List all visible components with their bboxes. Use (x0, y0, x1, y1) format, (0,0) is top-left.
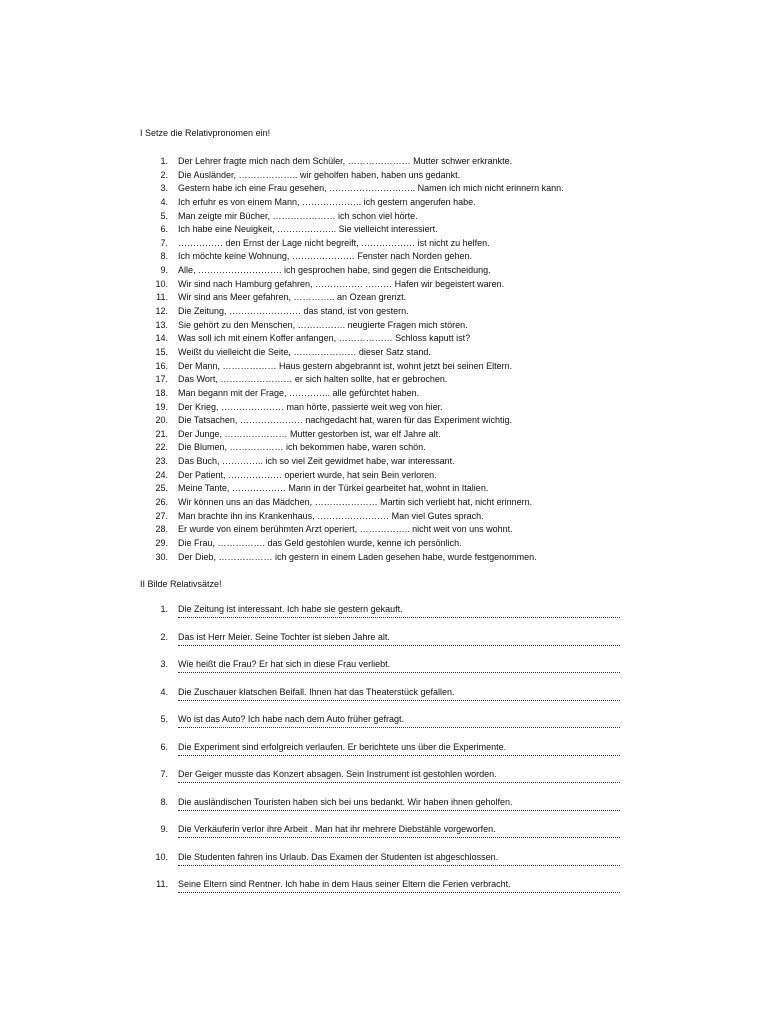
item-number: 20. (155, 415, 168, 426)
list-item (140, 346, 564, 360)
list-item (140, 441, 564, 455)
item-number: 29. (155, 537, 168, 548)
list-item (140, 455, 564, 469)
list-item (140, 537, 564, 551)
item-text: Er wurde von einem berühmten Arzt operiert, …………….. nicht weit von uns wohnt. (178, 524, 513, 535)
item-number: 8. (160, 796, 168, 807)
item-text: Der Krieg, ………………… man hörte, passierte weit weg von hier. (178, 401, 443, 412)
answer-line (178, 755, 620, 756)
item-number: 4. (160, 196, 168, 207)
item-text: Wie heißt die Frau? Er hat sich in diese Frau verliebt. (178, 659, 391, 669)
item-number: 9. (160, 265, 168, 276)
exercise-two-list (140, 603, 513, 906)
item-text: Die Zuschauer klatschen Beifall. Ihnen hat das Theaterstück gefallen. (178, 686, 455, 697)
item-text: Wir sind nach Hamburg gefahren, ……………. ……… Hafen wir begeistert waren. (178, 278, 505, 289)
item-text: Man begann mit der Frage, ………….. alle gefürchtet haben. (178, 387, 420, 398)
item-text: Der Geiger musste das Konzert absagen. Sein Instrument ist gestohlen worden. (178, 769, 497, 779)
item-number: 18. (155, 387, 168, 398)
list-item (140, 210, 564, 224)
list-item (140, 768, 513, 796)
list-item (140, 237, 564, 251)
item-text: Das ist Herr Meier. Seine Tochter ist sieben Jahre alt. (178, 631, 390, 642)
item-number: 27. (155, 510, 168, 521)
item-text: Alle, ………………………. ich gesprochen habe, sind gegen die Entscheidung. (178, 265, 491, 276)
item-text: Der Lehrer fragte mich nach dem Schüler, ………………… Mutter schwer erkrankte. (178, 156, 513, 166)
list-item (140, 291, 564, 305)
list-item (140, 414, 564, 428)
item-text: Ich habe eine Neuigkeit, ……………….. Sie vielleicht interessiert. (178, 224, 438, 235)
item-text: Die ausländischen Touristen haben sich bei uns bedankt. Wir haben ihnen geholfen. (178, 796, 513, 807)
item-number: 17. (155, 374, 168, 385)
item-text: Meine Tante, ……………… Mann in der Türkei gearbeitet hat, wohnt in Italien. (178, 483, 489, 494)
list-item (140, 305, 564, 319)
list-item (140, 631, 513, 659)
item-number: 2. (160, 631, 168, 642)
item-number: 6. (160, 224, 168, 235)
list-item (140, 250, 564, 264)
item-number: 12. (155, 306, 168, 317)
item-text: Weißt du vielleicht die Seite, ………………… dieser Satz stand. (178, 346, 431, 357)
item-text: Die Studenten fahren ins Urlaub. Das Examen der Studenten ist abgeschlossen. (178, 851, 499, 862)
list-item (140, 264, 564, 278)
list-item (140, 278, 564, 292)
list-item (140, 658, 513, 686)
item-number: 3. (160, 659, 168, 669)
item-text: Die Tatsachen, ………………… nachgedacht hat, waren für das Experiment wichtig. (178, 415, 512, 426)
item-text: Der Mann, ……………… Haus gestern abgebrannt ist, wohnt jetzt bei seinen Eltern. (178, 360, 513, 371)
answer-line (178, 810, 620, 811)
list-item (140, 182, 564, 196)
list-item (140, 878, 513, 906)
item-number: 30. (155, 551, 168, 562)
list-item (140, 851, 513, 879)
item-text: Ich erfuhr es von einem Mann, ……………….. ich gestern angerufen habe. (178, 196, 476, 207)
item-text: Was soll ich mit einem Koffer anfangen, ……………… Schloss kaputt ist? (178, 333, 471, 344)
list-item (140, 196, 564, 210)
item-number: 21. (155, 428, 168, 439)
item-text: Gestern habe ich eine Frau gesehen, ……………………….. Namen ich mich nicht erinnern kann. (178, 183, 564, 194)
item-text: Die Zeitung ist interessant. Ich habe sie gestern gekauft. (178, 604, 403, 614)
item-number: 11. (156, 292, 168, 303)
item-number: 16. (155, 360, 168, 371)
item-text: Wir können uns an das Mädchen, ………………… Martin sich verliebt hat, nicht erinnern. (178, 497, 533, 508)
answer-line (178, 700, 620, 701)
list-item (140, 155, 564, 169)
item-text: Die Verkäuferin verlor ihre Arbeit . Man hat ihr mehrere Diebstähle vorgeworfen. (178, 824, 496, 834)
list-item (140, 428, 564, 442)
item-number: 24. (155, 469, 168, 480)
item-number: 14. (155, 333, 168, 344)
item-text: Der Patient, ……………… operiert wurde, hat sein Bein verloren. (178, 469, 437, 480)
item-text: Die Blumen, ……………… ich bekommen habe, waren schön. (178, 442, 426, 453)
answer-line (178, 892, 620, 893)
item-number: 26. (155, 497, 168, 508)
answer-line (178, 617, 620, 618)
list-item (140, 741, 513, 769)
item-text: Die Frau, ……………. das Geld gestohlen wurde, kenne ich persönlich. (178, 537, 462, 548)
answer-line (178, 727, 620, 728)
answer-line (178, 865, 620, 866)
list-item (140, 482, 564, 496)
item-number: 10. (155, 851, 168, 862)
answer-line (178, 645, 620, 646)
list-item (140, 169, 564, 183)
item-text: Die Ausländer, ……………….. wir geholfen haben, haben uns gedankt. (178, 169, 461, 180)
item-text: Seine Eltern sind Rentner. Ich habe in dem Haus seiner Eltern die Ferien verbracht. (178, 879, 511, 889)
list-item (140, 373, 564, 387)
item-text: Ich möchte keine Wohnung, ………………… Fenster nach Norden gehen. (178, 251, 472, 262)
item-number: 6. (160, 741, 168, 752)
exercise-one-list (140, 155, 564, 564)
item-number: 1. (160, 604, 168, 614)
item-text: Das Wort, …………………… er sich halten sollte, hat er gebrochen. (178, 374, 448, 385)
item-number: 1. (160, 156, 168, 166)
item-text: Wo ist das Auto? Ich habe nach dem Auto früher gefragt. (178, 714, 404, 724)
item-number: 9. (160, 824, 168, 834)
list-item (140, 223, 564, 237)
item-number: 19. (155, 401, 168, 412)
item-number: 22. (155, 442, 168, 453)
item-number: 15. (155, 346, 168, 357)
item-text: Das Buch, ………….. ich so viel Zeit gewidmet habe, war interessant. (178, 456, 455, 467)
item-text: Man brachte ihn ins Krankenhaus, …………………… Man viel Gutes sprach. (178, 510, 484, 521)
list-item (140, 360, 564, 374)
item-number: 25. (155, 483, 168, 494)
answer-line (178, 782, 620, 783)
item-number: 7. (160, 237, 168, 248)
item-number: 2. (160, 169, 168, 180)
list-item (140, 401, 564, 415)
list-item (140, 523, 564, 537)
item-number: 5. (160, 210, 168, 221)
item-text: Die Experiment sind erfolgreich verlaufen. Er berichtete uns über die Experimente. (178, 741, 507, 752)
item-number: 13. (155, 319, 168, 330)
list-item (140, 713, 513, 741)
answer-line (178, 837, 620, 838)
list-item (140, 332, 564, 346)
list-item (140, 319, 564, 333)
item-number: 11. (156, 879, 168, 889)
section-two-heading: II Bilde Relativsätze! (140, 579, 222, 589)
list-item (140, 469, 564, 483)
item-text: Man zeigte mir Bücher, ………………… ich schon viel hörte. (178, 210, 418, 221)
list-item (140, 387, 564, 401)
item-number: 4. (160, 686, 168, 697)
list-item (140, 686, 513, 714)
item-number: 23. (155, 456, 168, 467)
item-text: Sie gehört zu den Menschen, ……………. neugierte Fragen mich stören. (178, 319, 468, 330)
section-one-heading: I Setze die Relativpronomen ein! (140, 128, 271, 138)
item-text: Wir sind ans Meer gefahren, ………….. an Ozean grenzt. (178, 292, 407, 303)
item-text: Der Dieb, ……………… ich gestern in einem Laden gesehen habe, wurde festgenommen. (178, 551, 537, 562)
item-number: 5. (160, 714, 168, 724)
item-text: …………… den Ernst der Lage nicht begreift, ……………… ist nicht zu helfen. (178, 237, 490, 248)
item-number: 28. (155, 524, 168, 535)
answer-line (178, 672, 620, 673)
item-text: Die Zeitung, …………………… das stand, ist von gestern. (178, 306, 409, 317)
item-text: Der Junge, ………………… Mutter gestorben ist, war elf Jahre alt. (178, 428, 441, 439)
item-number: 8. (160, 251, 168, 262)
list-item (140, 496, 564, 510)
list-item (140, 823, 513, 851)
list-item (140, 603, 513, 631)
list-item (140, 796, 513, 824)
item-number: 3. (160, 183, 168, 194)
list-item (140, 510, 564, 524)
item-number: 10. (155, 278, 168, 289)
list-item (140, 551, 564, 565)
item-number: 7. (160, 769, 168, 779)
